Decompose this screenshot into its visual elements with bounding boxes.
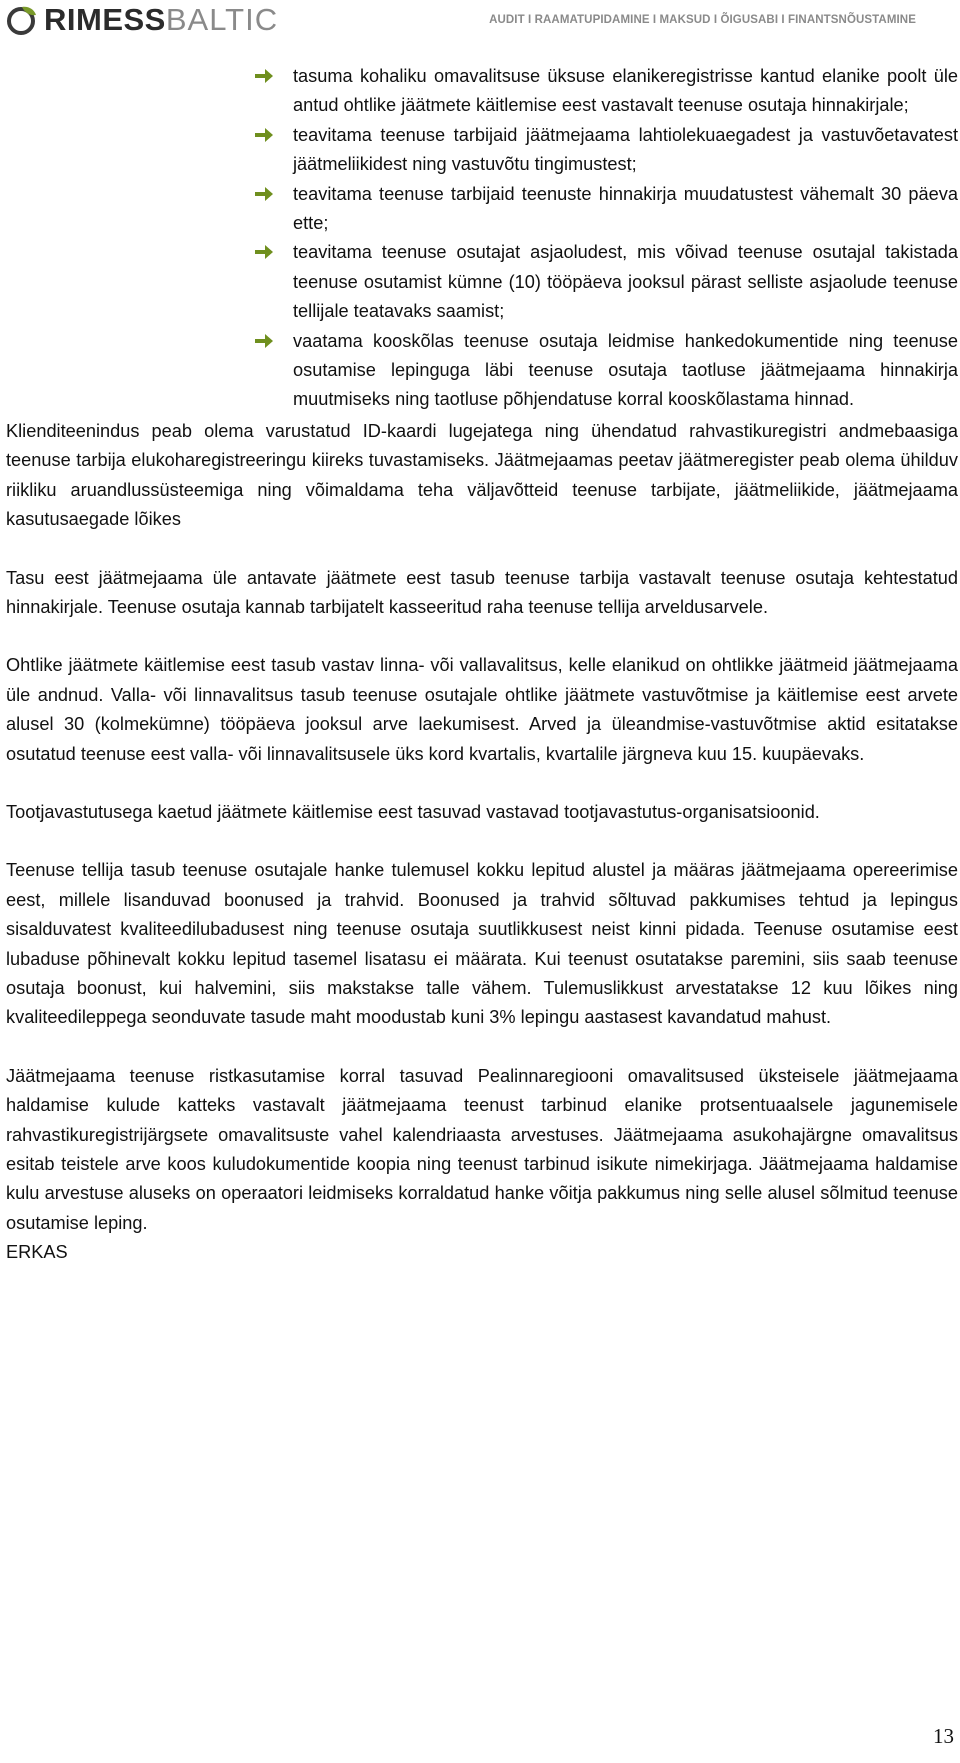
leaf-ring-logo-icon [6, 4, 38, 36]
brand-name-strong: RIMESS [44, 2, 166, 37]
list-item-text: vaatama kooskõlas teenuse osutaja leidmise hankedokumentide ning teenuse osutamise lepinguga läbi teenuse osutaja taotluse jäätmejaama hinnakirja muutmiseks ning taotluse põhjendatuse korral kooskõlastama hinnad. [293, 330, 958, 410]
right-arrow-icon [254, 68, 274, 84]
list-item-text: teavitama teenuse tarbijaid teenuste hinnakirja muudatustest vähemalt 30 päeva ette; [293, 183, 958, 234]
list-item-text: teavitama teenuse osutajat asjaoludest, mis võivad teenuse osutajal takistada teenuse osutamist kümne (10) tööpäeva jooksul pärast selliste asjaolude teenuse tellijale teatavaks saamist; [293, 242, 958, 322]
paragraph-cross-usage: Jäätmejaama teenuse ristkasutamise korral tasuvad Pealinnaregiooni omavalitsused üksteisele jäätmejaama haldamise kulude katteks vastavalt jäätmejaama teenust tarbinud elanike protsentuaalsele jagunemisele rahvastikuregistrijärgsete omavalitsuste vahel kalendriaasta arvestuses. Jäätmejaama asukohajärgne omavalitsus esitab teistele arve koos kuludokumentide koopia ning teenust tarbinud isikute nimekirjaga. Jäätmejaama haldamise kulu arvestuse aluseks on operaatori leidmiseks korraldatud hanke võitja pakkumus ning selle alusel sõlmitud teenuse osutamise leping. [6, 1065, 958, 1233]
list-item [293, 327, 958, 415]
list-item [293, 62, 958, 121]
list-item-text: tasuma kohaliku omavalitsuse üksuse elanikeregistrisse kantud elanike poolt üle antud ohtlike jäätmete käitlemise eest vastavalt teenuse osutaja hinnakirjale; [293, 66, 958, 116]
right-arrow-icon [254, 127, 274, 143]
list-item [293, 238, 958, 326]
brand-name-light: BALTIC [165, 2, 279, 37]
right-arrow-icon [254, 244, 274, 260]
company-logo [6, 2, 278, 38]
right-arrow-icon [254, 186, 274, 202]
page-header [0, 0, 960, 44]
services-tagline: AUDIT I RAAMATUPIDAMINE I MAKSUD I ÕIGUSABI I FINANTSNÕUSTAMINE [489, 14, 916, 26]
list-item-text: teavitama teenuse tarbijaid jäätmejaama lahtiolekuaegadest ja vastuvõetavatest jäätmeliikidest ning vastuvõtu tingimustest; [293, 124, 958, 175]
obligations-list [6, 62, 958, 415]
signature-text: ERKAS [6, 1242, 68, 1263]
document-body [6, 62, 958, 1268]
page-number: 13 [933, 1724, 954, 1748]
list-item [293, 121, 958, 180]
paragraph-hazardous-waste: Ohtlike jäätmete käitlemise eest tasub vastav linna- või vallavalitsus, kelle elanikud on ohtlikke jäätmeid jäätmejaama üle andnud. Valla- või linnavalitsus tasub teenuse osutajale ohtlike jäätmete vastuvõtmise ja käitlemise eest arvete alusel 30 (kolmekümne) tööpäeva jooksul arve laekumisest. Arved ja üleandmise-vastuvõtmise aktid esitatakse osutatud teenuse eest valla- või linnavalitsusele üks kord kvartalis, kvartalile järgneva kuu 15. kuupäevaks. [6, 655, 958, 764]
paragraph-operation-fees: Teenuse tellija tasub teenuse osutajale hanke tulemusel kokku lepitud alustel ja määras jäätmejaama opereerimise eest, millele lisanduvad boonused ja trahvid. Boonused ja trahvid sõltuvad pakkumises tehtud ja lepingus sisalduvatest kvaliteedilubadusest ning teenuse osutaja suutlikkusest neist kinni pidada. Teenuse osutamise eest lubaduse põhinevalt kokku lepitud tasemel lisatasu ei määrata. Kui teenust osutatakse paremini, siis saab teenuse osutaja boonust, kui halvemini, siis makstakse talle vähem. Tulemuslikkust arvestatakse 12 kuu lõikes ning kvaliteedileppega seonduvate tasude maht moodustab kuni 3% lepingu aastasest kavandatud mahust. [6, 860, 958, 1028]
paragraph-producer-responsibility: Tootjavastutusega kaetud jäätmete käitlemise eest tasuvad vastavad tootjavastutus-organisatsioonid. [6, 801, 820, 822]
right-arrow-icon [254, 333, 274, 349]
paragraph-fee-payment: Tasu eest jäätmejaama üle antavate jäätmete eest tasub teenuse tarbija vastavalt teenuse osutaja kehtestatud hinnakirjale. Teenuse osutaja kannab tarbijatelt kasseeritud raha teenuse tellija arveldusarvele. [6, 567, 958, 617]
paragraph-customer-service: Klienditeenindus peab olema varustatud ID-kaardi lugejatega ning ühendatud rahvastikuregistri andmebaasiga teenuse tarbija elukoharegistreeringu kiireks tuvastamiseks. Jäätmejaamas peetav jäätmeregister peab olema ühilduv riikliku aruandlussüsteemiga ning võimaldama teha väljavõtteid teenuse tarbijate, jäätmeliikide, jäätmejaama kasutusaegade lõikes [6, 420, 958, 530]
list-item [293, 180, 958, 239]
